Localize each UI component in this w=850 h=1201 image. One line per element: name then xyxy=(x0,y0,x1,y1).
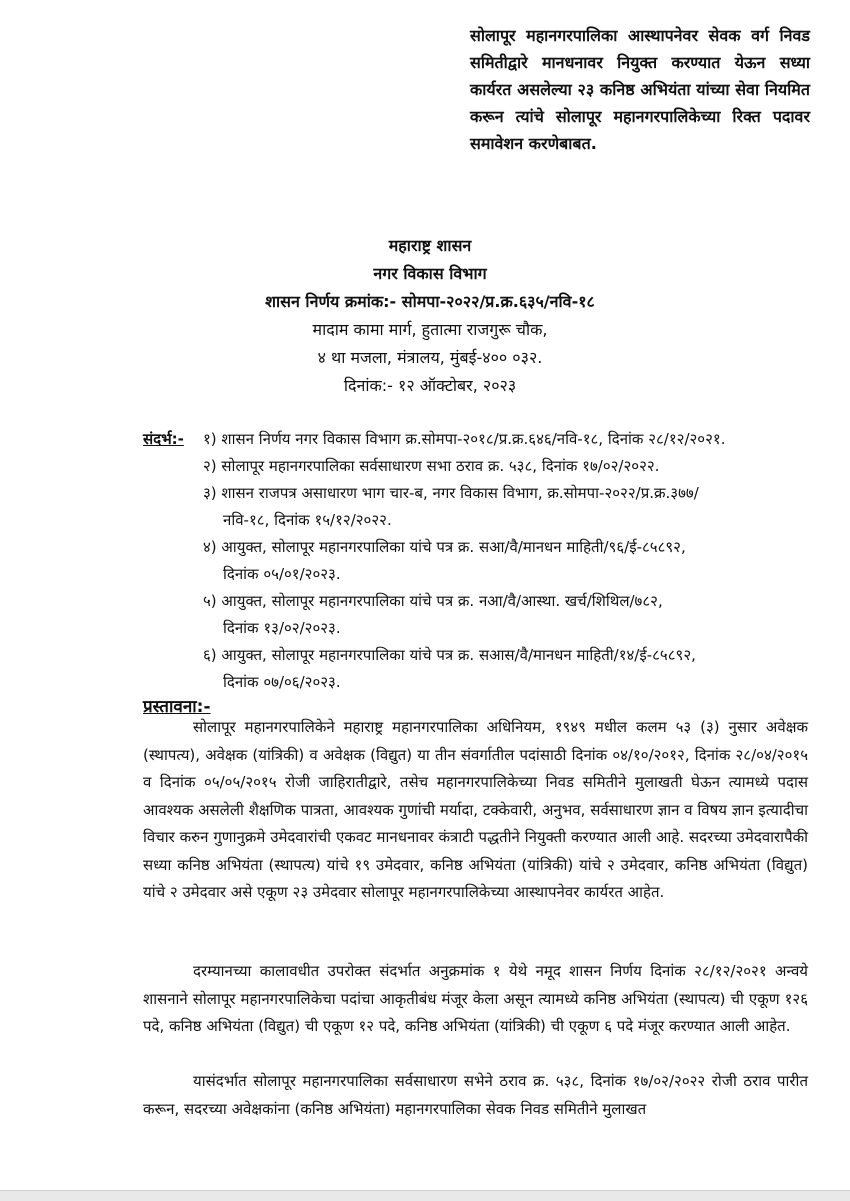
reference-text: ३) शासन राजपत्र असाधारण भाग चार-ब, नगर विकास विभाग, क्र.सोमपा-२०२२/प्र.क्र.३७७/ xyxy=(203,484,699,502)
address-line-2: ४ था मजला, मंत्रालय, मुंबई-४०० ०३२. xyxy=(317,348,543,367)
reference-continuation: दिनांक ०७/०६/२०२३. xyxy=(223,673,341,691)
gr-number: शासन निर्णय क्रमांक:- सोमपा-२०२२/प्र.क्र.६३५/नवि-१८ xyxy=(265,292,595,311)
reference-item-4 xyxy=(203,534,833,588)
reference-text: ४) आयुक्त, सोलापूर महानगरपालिका यांचे पत्र क्र. सआ/वै/मानधन माहिती/९६/ई-८५८९२, xyxy=(203,538,686,556)
gr-date: दिनांक:- १२ ऑक्टोबर, २०२३ xyxy=(343,376,517,395)
reference-item-3 xyxy=(203,480,833,534)
preamble-paragraph-1: सोलापूर महानगरपालिकेने महाराष्ट्र महानगरपालिका अधिनियम, १९४९ मधील कलम ५३ (३) नुसार अवेक्षक (स्थापत्य), अवेक्षक (यांत्रिकी) व अवेक्षक (विद्युत) या तीन संवर्गातील पदांसाठी दिनांक ०४/१०/२०१२, दिनांक २८/०४/२०१५ व दिनांक ०५/०५/२०१५ रोजी जाहिरातीद्वारे, तसेच महानगरपालिकेच्या निवड समितीने मुलाखती घेऊन त्यामध्ये पदास आवश्यक असलेली शैक्षणिक पात्रता, आवश्यक गुणांची मर्यादा, टक्केवारी, अनुभव, सर्वसाधारण ज्ञान व विषय ज्ञान इत्यादीचा विचार करुन गुणानुक्रमे उमेदवारांची एकवट मानधनावर कंत्राटी पद्धतीने नियुक्ती करण्यात आली आहे. सदरच्या उमेदवारापैकी सध्या कनिष्ठ अभियंता (स्थापत्य) यांचे १९ उमेदवार, कनिष्ठ अभियंता (यांत्रिकी) यांचे २ उमेदवार, कनिष्ठ अभियंता (विद्युत) यांचे २ उमेदवार असे एकूण २३ उमेदवार सोलापूर महानगरपालिकेच्या आस्थापनेवर कार्यरत आहेत. xyxy=(143,718,808,901)
reference-item-6 xyxy=(203,642,833,696)
reference-text: १) शासन निर्णय नगर विकास विभाग क्र.सोमपा-२०१८/प्र.क्र.६४६/नवि-१८, दिनांक २८/१२/२०२१. xyxy=(203,430,726,448)
subject-block: सोलापूर महानगरपालिका आस्थापनेवर सेवक वर्ग निवड समितीद्वारे मानधनावर नियुक्त करण्यात येऊन सध्या कार्यरत असलेल्या २३ कनिष्ठ अभियंता यांच्या सेवा नियमित करून त्यांचे सोलापूर महानगरपालिकेच्या रिक्त पदावर समावेशन करणेबाबत. xyxy=(470,26,810,153)
reference-text: ६) आयुक्त, सोलापूर महानगरपालिका यांचे पत्र क्र. सआस/वै/मानधन माहिती/१४/ई-८५८९२, xyxy=(203,646,696,664)
reference-continuation: नवि-१८, दिनांक १५/१२/२०२२. xyxy=(223,511,392,529)
address-line-1: मादाम कामा मार्ग, हुतात्मा राजगुरू चौक, xyxy=(312,320,548,339)
govt-name: महाराष्ट्र शासन xyxy=(388,236,472,255)
reference-text: २) सोलापूर महानगरपालिका सर्वसाधारण सभा ठराव क्र. ५३८, दिनांक १७/०२/२०२२. xyxy=(203,457,660,475)
department-name: नगर विकास विभाग xyxy=(373,264,487,283)
reference-continuation: दिनांक १३/०२/२०२३. xyxy=(223,619,341,637)
reference-item-5 xyxy=(203,588,833,642)
gr-header xyxy=(150,232,710,400)
references-label: संदर्भ:- xyxy=(143,430,184,448)
reference-item-2 xyxy=(203,453,833,480)
preamble-title: प्रस्तावना:- xyxy=(143,697,211,717)
reference-text: ५) आयुक्त, सोलापूर महानगरपालिका यांचे पत्र क्र. नआ/वै/आस्था. खर्च/शिथिल/७८२, xyxy=(203,592,663,610)
reference-item-1 xyxy=(203,426,833,453)
page-bottom-edge xyxy=(0,1190,850,1201)
reference-continuation: दिनांक ०५/०१/२०२३. xyxy=(223,565,341,583)
preamble-paragraph-3: यासंदर्भात सोलापूर महानगरपालिका सर्वसाधारण सभेने ठराव क्र. ५३८, दिनांक १७/०२/२०२२ रोजी ठराव पारीत करून, सदरच्या अवेक्षकांना (कनिष्ठ अभियंता) महानगरपालिका सेवक निवड समितीने मुलाखत xyxy=(143,1072,808,1118)
preamble-paragraph-2: दरम्यानच्या कालावधीत उपरोक्त संदर्भात अनुक्रमांक १ येथे नमूद शासन निर्णय दिनांक २८/१२/२०२१ अन्वये शासनाने सोलापूर महानगरपालिकेचा पदांचा आकृतीबंध मंजूर केला असून त्यामध्ये कनिष्ठ अभियंता (स्थापत्य) ची एकूण १२६ पदे, कनिष्ठ अभियंता (विद्युत) ची एकूण १२ पदे, कनिष्ठ अभियंता (यांत्रिकी) ची एकूण ६ पदे मंजूर करण्यात आली आहेत. xyxy=(143,962,808,1035)
